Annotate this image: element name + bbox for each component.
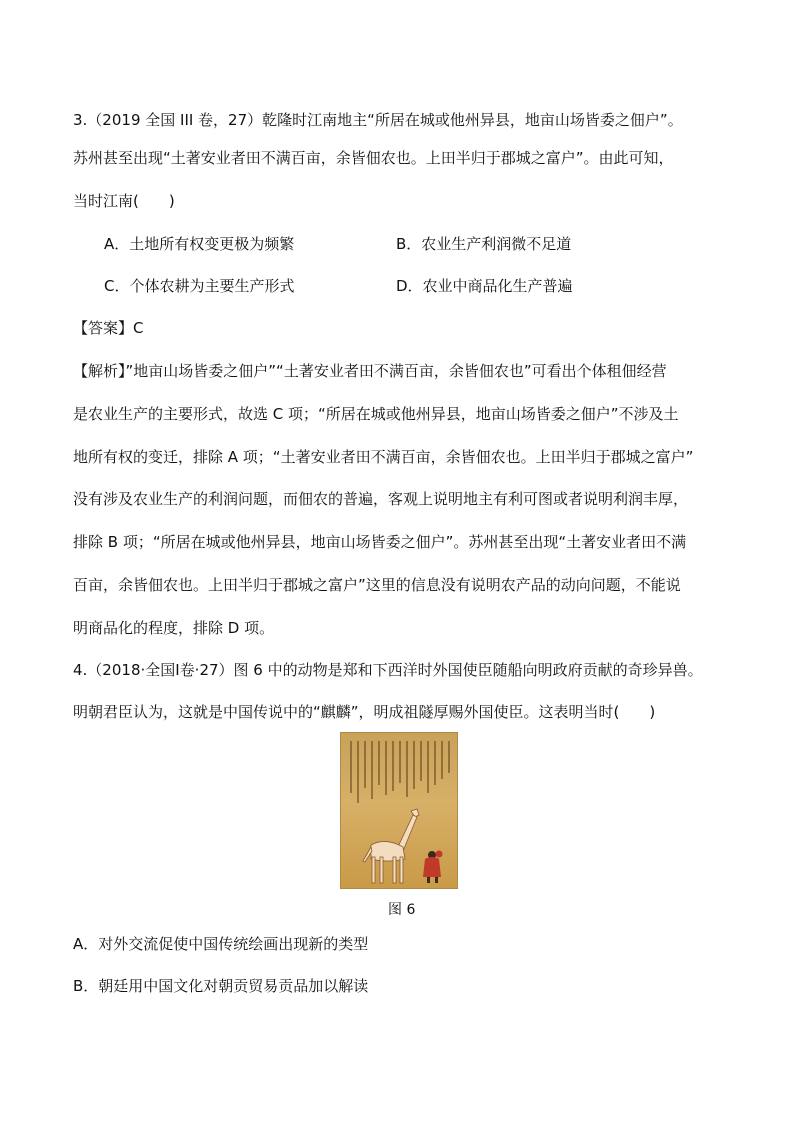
- q3-analysis-line-3: 地所有权的变迁，排除 A 项；“土著安业者田不满百亩，余皆佃农也。上田半归于郡城之富户”: [73, 448, 694, 466]
- q3-option-b: B．农业生产利润微不足道: [396, 235, 572, 253]
- q3-option-a: A．土地所有权变更极为频繁: [104, 235, 295, 253]
- q4-stem-line-2: 明朝君臣认为，这就是中国传说中的“麒麟”，明成祖隧厚赐外国使臣。这表明当时( ): [73, 703, 656, 721]
- q3-analysis-line-1: 【解析】”地亩山场皆委之佃户”“土著安业者田不满百亩，余皆佃农也”可看出个体租佃经营: [73, 362, 667, 380]
- giraffe-painting-illustration: [341, 733, 457, 888]
- q3-stem-line-1: 3.（2019 全国 III 卷，27）乾隆时江南地主“所居在城或他州异县，地亩山场皆委之佃户”。: [73, 111, 683, 129]
- figure-caption: 图 6: [388, 902, 416, 918]
- q3-answer: 【答案】C: [73, 319, 144, 337]
- q4-option-a: A．对外交流促使中国传统绘画出现新的类型: [73, 935, 369, 953]
- q3-option-c: C．个体农耕为主要生产形式: [104, 277, 295, 295]
- q3-analysis-line-7: 明商品化的程度，排除 D 项。: [73, 619, 275, 637]
- q3-analysis-line-6: 百亩，余皆佃农也。上田半归于郡城之富户”这里的信息没有说明农产品的动向问题，不能说: [73, 576, 681, 594]
- q3-option-d: D．农业中商品化生产普遍: [396, 277, 573, 295]
- q3-analysis-line-4: 没有涉及农业生产的利润问题，而佃农的普遍，客观上说明地主有利可图或者说明利润丰厚，: [73, 490, 689, 508]
- giraffe-painting-image: [340, 732, 458, 889]
- q3-stem-line-3: 当时江南( ): [73, 192, 175, 210]
- q3-stem-line-2: 苏州甚至出现“土著安业者田不满百亩，余皆佃农也。上田半归于郡城之富户”。由此可知，: [73, 149, 674, 167]
- q3-analysis-line-5: 排除 B 项；“所居在城或他州异县，地亩山场皆委之佃户”。苏州甚至出现“土著安业者田不满: [73, 533, 687, 551]
- q4-stem-line-1: 4.（2018·全国Ⅰ卷·27）图 6 中的动物是郑和下西洋时外国使臣随船向明政府贡献的奇珍异兽。: [73, 661, 703, 679]
- q4-option-b: B．朝廷用中国文化对朝贡贸易贡品加以解读: [73, 977, 369, 995]
- q3-analysis-line-2: 是农业生产的主要形式，故选 C 项；“所居在城或他州异县，地亩山场皆委之佃户”不涉及土: [73, 405, 679, 423]
